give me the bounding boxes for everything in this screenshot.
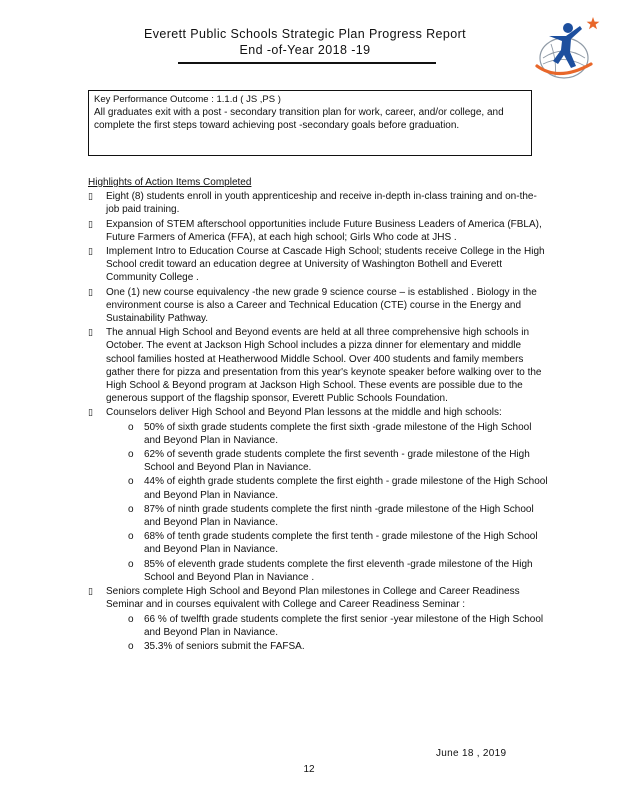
list-item: [128, 640, 548, 653]
highlights-section: [88, 176, 548, 654]
highlight-text: Seniors complete High School and Beyond Plan milestones in College and Career Readiness Seminar and in courses equivalent with College and Career Readiness Seminar :: [106, 586, 520, 611]
sub-bullet-icon: o: [128, 558, 134, 570]
kpo-heading: Key Performance Outcome : 1.1.d ( JS ,PS ): [94, 94, 281, 105]
senior-milestones-list: [106, 613, 548, 654]
highlight-text: Expansion of STEM afterschool opportunities include Future Business Leaders of America (FBLA), Future Farmers of America (FFA), at each high school; Girls Who code at JHS .: [106, 218, 542, 243]
highlights-heading: Highlights of Action Items Completed: [88, 177, 252, 188]
list-item: [88, 406, 548, 584]
list-item: [88, 218, 548, 244]
bullet-icon: ▯: [88, 286, 93, 297]
sub-bullet-icon: o: [128, 613, 134, 625]
bullet-icon: ▯: [88, 327, 93, 338]
milestone-text: 68% of tenth grade students complete the first tenth - grade milestone of the High School and Beyond Plan in Naviance.: [144, 531, 538, 556]
milestone-text: 85% of eleventh grade students complete the first eleventh -grade milestone of the High School and Beyond Plan in Naviance .: [144, 558, 533, 583]
list-item: [88, 326, 548, 405]
highlight-text: Eight (8) students enroll in youth apprenticeship and receive in-depth in-class training and on-the-job paid training.: [106, 191, 537, 216]
bullet-icon: ▯: [88, 586, 93, 597]
highlights-list: [88, 190, 548, 653]
milestone-text: 66 % of twelfth grade students complete the first senior -year milestone of the High School and Beyond Plan in Naviance.: [144, 613, 544, 638]
bullet-icon: ▯: [88, 246, 93, 257]
report-title: [105, 26, 505, 58]
highlight-text: One (1) new course equivalency -the new grade 9 science course – is established . Biology in the environment course is also a Career and Technical Education (CTE) course in the Energy and Sustainability Pathway.: [106, 286, 537, 325]
sub-bullet-icon: o: [128, 421, 134, 433]
list-item: [128, 448, 548, 474]
list-item: [128, 530, 548, 556]
list-item: [88, 190, 548, 216]
district-logo: [535, 14, 601, 86]
list-item: [128, 503, 548, 529]
bullet-icon: ▯: [88, 407, 93, 418]
bullet-icon: ▯: [88, 191, 93, 202]
report-date: June 18 , 2019: [436, 748, 507, 759]
list-item: [128, 613, 548, 639]
report-title-line1: Everett Public Schools Strategic Plan Progress Report: [143, 27, 467, 41]
highlight-text: The annual High School and Beyond events are held at all three comprehensive high schools in October. The event at Jackson High School includes a pizza dinner for elementary and middle school families hosted at Heatherwood Middle School. Over 400 students and family members gather there for pizza and presentation from this year's keynote speaker before walking over to the High School & Beyond program at Jackson High School. These events are possible due to the generous support of the flagship sponsor, Everett Public Schools Foundation.: [106, 327, 542, 405]
list-item: [128, 421, 548, 447]
highlight-text: Counselors deliver High School and Beyond Plan lessons at the middle and high schools:: [106, 407, 502, 419]
key-performance-outcome-box: [88, 90, 532, 156]
list-item: [88, 245, 548, 285]
page-number: 12: [303, 764, 315, 775]
milestone-text: 44% of eighth grade students complete the first eighth - grade milestone of the High School and Beyond Plan in Naviance.: [144, 476, 548, 501]
sub-bullet-icon: o: [128, 449, 134, 461]
milestone-text: 35.3% of seniors submit the FAFSA.: [144, 640, 305, 652]
highlight-text: Implement Intro to Education Course at Cascade High School; students receive College in the High School credit toward an education degree at University of Washington Bothell and Everett Community College .: [106, 246, 545, 284]
counselor-milestones-list: [106, 421, 548, 584]
sub-bullet-icon: o: [128, 640, 134, 652]
report-title-line2: End -of-Year 2018 -19: [239, 43, 371, 57]
bullet-icon: ▯: [88, 218, 93, 229]
milestone-text: 87% of ninth grade students complete the first ninth -grade milestone of the High School and Beyond Plan in Naviance.: [144, 503, 534, 529]
sub-bullet-icon: o: [128, 503, 134, 515]
sub-bullet-icon: o: [128, 531, 134, 543]
milestone-text: 50% of sixth grade students complete the first sixth -grade milestone of the High School and Beyond Plan in Naviance.: [144, 421, 532, 446]
milestone-text: 62% of seventh grade students complete the first seventh - grade milestone of the High School and Beyond Plan in Naviance.: [144, 449, 530, 474]
list-item: [128, 558, 548, 584]
list-item: [88, 585, 548, 653]
sub-bullet-icon: o: [128, 476, 134, 488]
title-underline: [178, 62, 436, 64]
list-item: [88, 286, 548, 326]
kpo-body: All graduates exit with a post - secondary transition plan for work, career, and/or college, and complete the first steps toward achieving post -secondary goals before graduation.: [94, 107, 504, 131]
list-item: [128, 475, 548, 501]
